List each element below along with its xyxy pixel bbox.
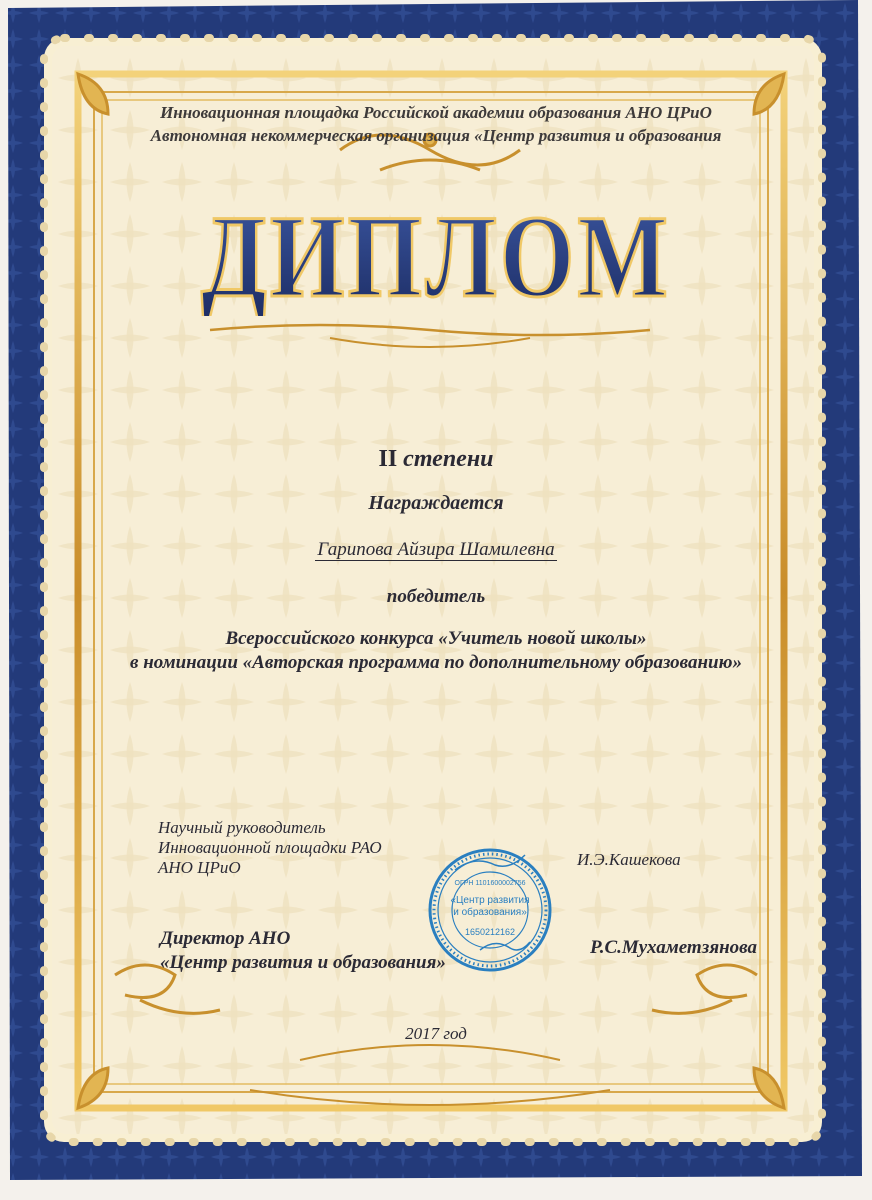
signatory-1-title-line-2: Инновационной площадки РАО	[158, 838, 382, 857]
degree-line	[0, 446, 872, 473]
title-text: ДИПЛОМ	[201, 196, 671, 316]
signature-stroke-2	[480, 942, 530, 950]
signatory-1-title	[158, 818, 382, 878]
role-label: победитель	[386, 586, 486, 607]
signatory-2-title	[160, 927, 446, 975]
header-line-2: Автономная некоммерческая организация «Центр развития и образования	[150, 126, 722, 145]
signatory-1-title-line-1: Научный руководитель	[158, 818, 326, 837]
contest-line-2: в номинации «Авторская программа по дополнительному образованию»	[130, 652, 742, 673]
stamp-center-line-1: «Центр развития	[450, 895, 530, 906]
diploma-title	[0, 196, 872, 321]
degree-word: степени	[403, 446, 494, 472]
signatory-2-name: Р.С.Мухаметзянова	[590, 937, 758, 958]
signatory-2-title-line-1: Директор АНО	[160, 928, 291, 949]
stamp-ogrn: ОГРН 1101600002756	[454, 880, 526, 887]
header-line-1: Инновационная площадка Российской академии образования АНО ЦРиО	[160, 103, 712, 122]
recipient-name: Гарипова Айзира Шамилевна	[317, 539, 555, 560]
year-label: 2017 год	[405, 1024, 467, 1043]
signatory-1-title-line-3: АНО ЦРиО	[158, 858, 241, 877]
signatory-2-title-line-2: «Центр развития и образования»	[160, 952, 446, 973]
degree-numeral: II	[378, 446, 398, 472]
recipient-name-wrap	[0, 539, 872, 561]
signatory-1-name: И.Э.Кашекова	[577, 850, 681, 869]
signature-stroke	[455, 855, 525, 870]
contest-line-1: Всероссийского конкурса «Учитель новой школы»	[225, 628, 647, 649]
awarded-label: Награждается	[368, 492, 504, 514]
stamp-center-line-2: и образования»	[453, 907, 527, 918]
stamp-inn: 1650212162	[464, 927, 516, 937]
organization-stamp	[425, 845, 555, 975]
